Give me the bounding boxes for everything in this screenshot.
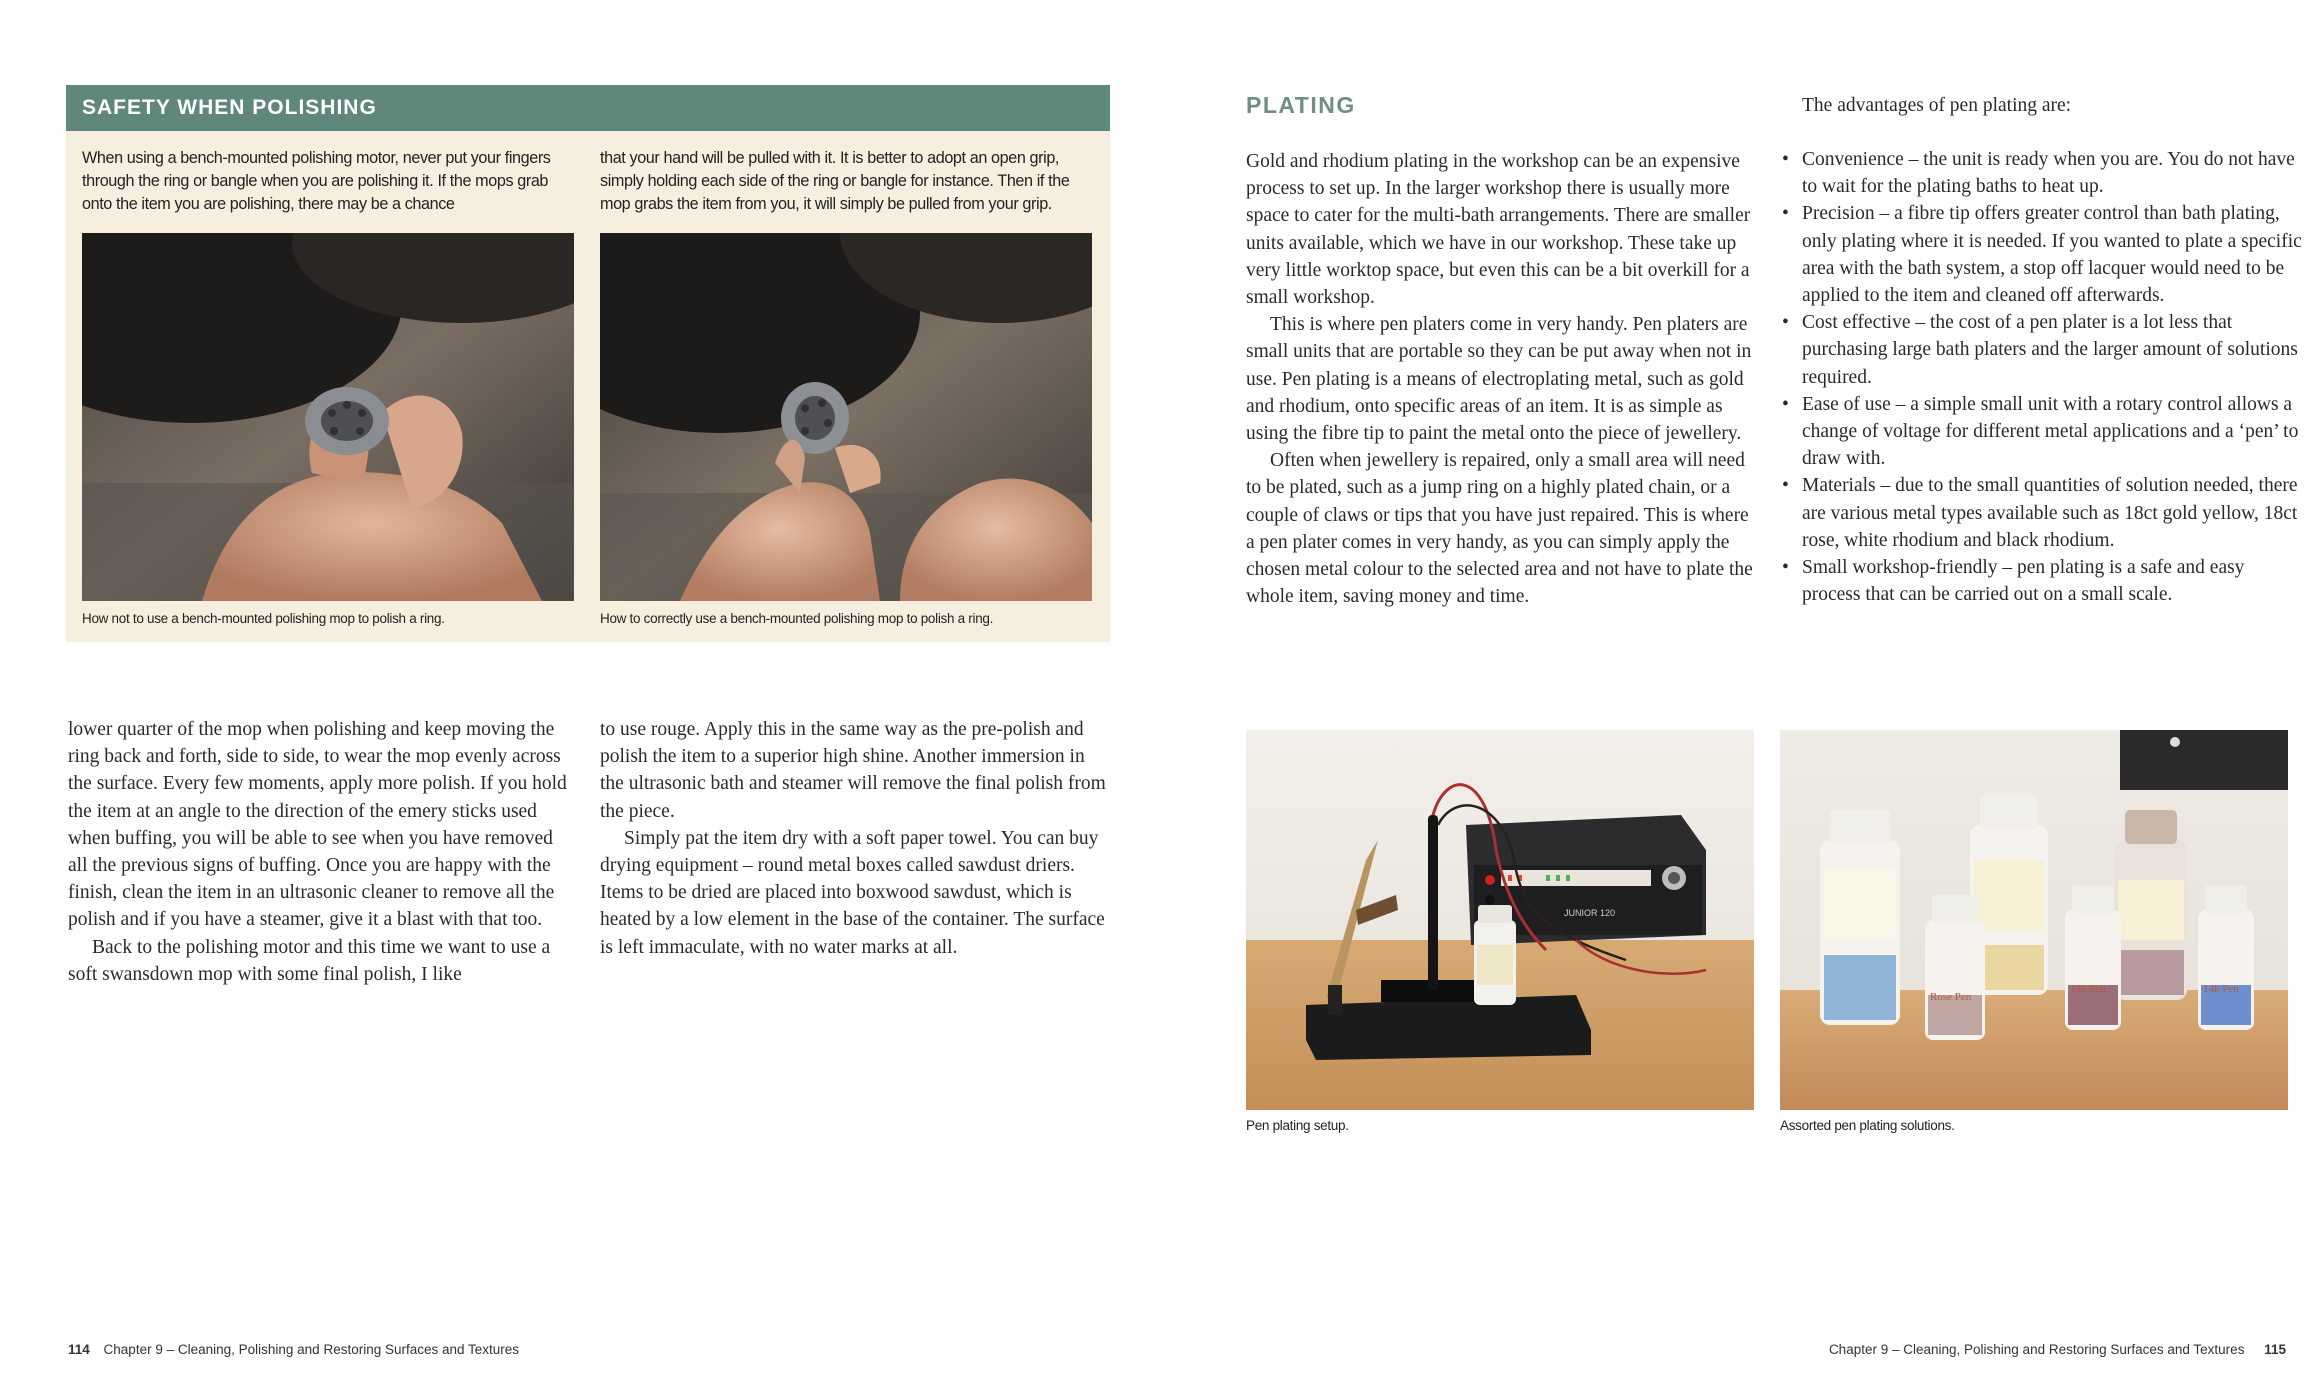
plating-heading: PLATING xyxy=(1246,92,1356,118)
left-body-col-2 xyxy=(600,716,1108,961)
caption-incorrect-grip: How not to use a bench-mounted polishing mop to polish a ring. xyxy=(82,611,445,626)
list-item xyxy=(1782,309,2302,391)
bullet-icon: • xyxy=(1782,203,1789,225)
list-item xyxy=(1782,391,2302,473)
bullet-icon: • xyxy=(1782,149,1789,170)
list-item-text: Convenience – the unit is ready when you are. You do not have to wait for the plating baths to heat up. xyxy=(1802,149,2295,198)
photo-incorrect-grip xyxy=(82,233,574,601)
photo-plating-solutions xyxy=(1780,730,2288,1110)
plating-body xyxy=(1246,148,1754,610)
safety-heading: SAFETY WHEN POLISHING xyxy=(66,85,1110,131)
safety-text-col-2: that your hand will be pulled with it. It is better to adopt an open grip, simply holding each side of the ring or bangle for instance. Then if the mop grabs the item from you, it will simply be pulled from your grip. xyxy=(600,149,1070,213)
running-footer: Chapter 9 – Cleaning, Polishing and Restoring Surfaces and Textures xyxy=(103,1342,520,1357)
caption-pen-plating-setup: Pen plating setup. xyxy=(1246,1118,1349,1133)
list-item-text: Precision – a fibre tip offers greater control than bath plating, only plating where it is needed. If you wanted to plate a specific area with the bath system, a stop off lacquer would need to be applied to the item and cleaned off afterwards. xyxy=(1802,203,2302,307)
page-number: 115 xyxy=(2264,1342,2286,1357)
list-item-text: Ease of use – a simple small unit with a rotary control allows a change of voltage for different metal applications and a ‘pen’ to draw with. xyxy=(1802,393,2299,470)
safety-sidebar xyxy=(66,85,1110,642)
paragraph: Back to the polishing motor and this time we want to use a soft swansdown mop with some final polish, I like xyxy=(68,936,551,985)
list-item xyxy=(1782,146,2302,200)
left-footer xyxy=(68,1342,519,1357)
safety-text-col-1: When using a bench-mounted polishing motor, never put your fingers through the ring or bangle when you are polishing it. If the mops grab onto the item you are polishing, there may be a chance xyxy=(82,149,551,213)
caption-plating-solutions: Assorted pen plating solutions. xyxy=(1780,1118,1955,1133)
bottle-label-14k-2: 14k Pen xyxy=(2203,983,2239,995)
advantages-list xyxy=(1782,146,2302,608)
bullet-icon: • xyxy=(1782,557,1789,579)
bottle-label-rose: Rose Pen xyxy=(1930,991,1972,1003)
paragraph: Simply pat the item dry with a soft paper towel. You can buy drying equipment – round metal boxes called sawdust driers. Items to be dried are placed into boxwood sawdust, which is heated by a low element in the base of the container. The surface is left immaculate, with no water marks at all. xyxy=(600,827,1105,958)
paragraph: Often when jewellery is repaired, only a small area will need to be plated, such as a jump ring on a highly plated chain, or a couple of claws or tips that you have just repaired. This is where a pen plater comes in very handy, as you can simply apply the chosen metal colour to the selected area and not have to plate the whole item, saving money and time. xyxy=(1246,450,1753,608)
left-body-col-1 xyxy=(68,716,576,988)
list-item-text: Materials – due to the small quantities of solution needed, there are various metal types available such as 18ct gold yellow, 18ct rose, white rhodium and black rhodium. xyxy=(1802,475,2298,551)
bullet-icon: • xyxy=(1782,475,1789,497)
advantages-intro: The advantages of pen plating are: xyxy=(1802,95,2072,116)
bottle-label-14k-1: 14k Pen xyxy=(2070,983,2106,995)
list-item xyxy=(1782,554,2302,608)
page-number: 114 xyxy=(68,1342,90,1357)
photo-correct-grip xyxy=(600,233,1092,601)
list-item-text: Small workshop-friendly – pen plating is a safe and easy process that can be carried out on a small scale. xyxy=(1802,557,2245,606)
plater-unit-label: JUNIOR 120 xyxy=(1564,908,1616,918)
caption-correct-grip: How to correctly use a bench-mounted polishing mop to polish a ring. xyxy=(600,611,994,626)
right-footer xyxy=(1829,1342,2286,1357)
running-footer: Chapter 9 – Cleaning, Polishing and Restoring Surfaces and Textures xyxy=(1828,1342,2245,1357)
list-item-text: Cost effective – the cost of a pen plater is a lot less that purchasing large bath platers and the larger amount of solutions required. xyxy=(1802,312,2298,388)
paragraph: Gold and rhodium plating in the workshop can be an expensive process to set up. In the larger workshop there is usually more space to cater for the multi-bath arrangements. There are smaller units available, which we have in our workshop. These take up very little worktop space, but even this can be a bit overkill for a small workshop. xyxy=(1246,151,1751,309)
list-item xyxy=(1782,200,2302,309)
list-item xyxy=(1782,472,2302,554)
bullet-icon: • xyxy=(1782,312,1789,334)
photo-pen-plating-setup xyxy=(1246,730,1754,1110)
paragraph: This is where pen platers come in very handy. Pen platers are small units that are portable so they can be put away when not in use. Pen plating is a means of electroplating metal, such as gold and rhodium, onto specific areas of an item. It is as simple as using the fibre tip to paint the metal onto the piece of jewellery. xyxy=(1246,314,1752,445)
bullet-icon: • xyxy=(1782,393,1789,415)
paragraph: lower quarter of the mop when polishing and keep moving the ring back and forth, side to side, to wear the mop evenly across the surface. Every few moments, apply more polish. If you hold the item at an angle to the direction of the emery sticks used when buffing, you will be able to see when you have removed all the previous signs of buffing. Once you are happy with the finish, clean the item in an ultrasonic cleaner to remove all the polish and if you have a steamer, give it a blast with that too. xyxy=(68,719,567,931)
paragraph: to use rouge. Apply this in the same way as the pre-polish and polish the item to a superior high shine. Another immersion in the ultrasonic bath and steamer will remove the final polish from the piece. xyxy=(600,719,1106,822)
